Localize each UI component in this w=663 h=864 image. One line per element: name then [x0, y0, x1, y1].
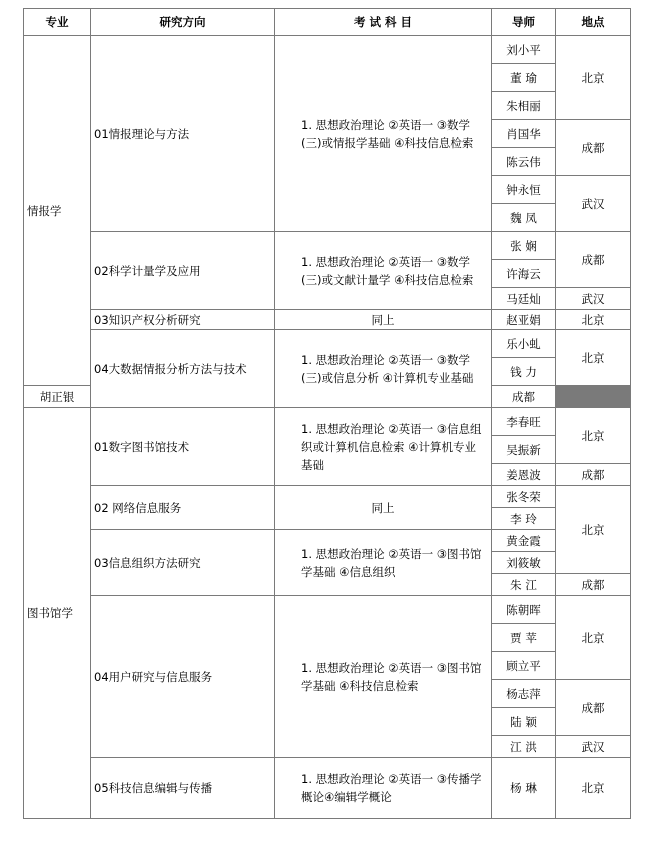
direction-cell: 03信息组织方法研究 [91, 530, 274, 595]
header-direction: 研究方向 [91, 9, 274, 35]
advisor-cell: 乐小虬 [492, 330, 555, 357]
advisor-cell: 董 瑜 [492, 64, 555, 91]
advisor-cell: 张 娴 [492, 232, 555, 259]
advisor-cell: 李春旺 [492, 408, 555, 435]
advisor-cell: 顾立平 [492, 652, 555, 679]
advisor-cell: 赵亚娟 [492, 310, 555, 329]
advisor-cell: 杨 琳 [492, 758, 555, 818]
direction-cell: 03知识产权分析研究 [91, 310, 274, 329]
location-cell: 北京 [556, 596, 630, 679]
advisor-cell: 许海云 [492, 260, 555, 287]
exam-cell: 1. 思想政治理论 ②英语一 ③数学(三)或信息分析 ④计算机专业基础 [275, 330, 491, 407]
advisor-cell: 肖国华 [492, 120, 555, 147]
advisor-cell: 吴振新 [492, 436, 555, 463]
advisor-cell: 刘筱敏 [492, 552, 555, 573]
direction-cell: 04用户研究与信息服务 [91, 596, 274, 757]
advisor-cell: 陈云伟 [492, 148, 555, 175]
advisor-cell: 钟永恒 [492, 176, 555, 203]
header-row [24, 9, 630, 35]
major-cell: 图书馆学 [24, 408, 90, 818]
advisor-cell: 胡正银 [24, 386, 90, 407]
header-exam: 考 试 科 目 [275, 9, 491, 35]
location-cell: 成都 [556, 680, 630, 735]
advisor-cell: 江 洪 [492, 736, 555, 757]
location-cell: 武汉 [556, 288, 630, 309]
advisor-cell: 陈朝晖 [492, 596, 555, 623]
advisor-cell: 马廷灿 [492, 288, 555, 309]
advisor-cell: 姜恩波 [492, 464, 555, 485]
location-cell: 北京 [556, 758, 630, 818]
advisor-cell: 刘小平 [492, 36, 555, 63]
location-cell: 武汉 [556, 176, 630, 231]
exam-cell: 1. 思想政治理论 ②英语一 ③传播学概论④编辑学概论 [275, 758, 491, 818]
advisor-cell: 贾 苹 [492, 624, 555, 651]
advisor-cell: 杨志萍 [492, 680, 555, 707]
location-cell: 成都 [556, 574, 630, 595]
table-row [24, 36, 630, 63]
location-cell: 成都 [556, 232, 630, 287]
advisor-cell: 张冬荣 [492, 486, 555, 507]
location-cell: 成都 [492, 386, 555, 407]
exam-cell: 同上 [275, 310, 491, 329]
exam-cell: 1. 思想政治理论 ②英语一 ③数学(三)或情报学基础 ④科技信息检索 [275, 36, 491, 231]
exam-cell: 同上 [275, 486, 491, 529]
direction-cell: 02科学计量学及应用 [91, 232, 274, 309]
location-cell: 北京 [556, 330, 630, 385]
advisor-cell: 魏 凤 [492, 204, 555, 231]
advisor-cell: 朱相丽 [492, 92, 555, 119]
admissions-table [23, 8, 631, 819]
advisor-cell: 陆 颖 [492, 708, 555, 735]
direction-cell: 01情报理论与方法 [91, 36, 274, 231]
direction-cell: 05科技信息编辑与传播 [91, 758, 274, 818]
direction-cell: 02 网络信息服务 [91, 486, 274, 529]
major-cell: 情报学 [24, 36, 90, 385]
header-advisor: 导师 [492, 9, 555, 35]
advisor-cell: 朱 江 [492, 574, 555, 595]
header-major: 专业 [24, 9, 90, 35]
direction-cell: 01数字图书馆技术 [91, 408, 274, 485]
location-cell: 北京 [556, 408, 630, 463]
location-cell: 北京 [556, 486, 630, 573]
advisor-cell: 钱 力 [492, 358, 555, 385]
direction-cell: 04大数据情报分析方法与技术 [91, 330, 274, 407]
location-cell: 武汉 [556, 736, 630, 757]
location-cell: 成都 [556, 464, 630, 485]
location-cell: 北京 [556, 310, 630, 329]
location-cell: 成都 [556, 120, 630, 175]
exam-cell: 1. 思想政治理论 ②英语一 ③信息组织或计算机信息检索 ④计算机专业基础 [275, 408, 491, 485]
exam-cell: 1. 思想政治理论 ②英语一 ③数学(三)或文献计量学 ④科技信息检索 [275, 232, 491, 309]
advisor-cell: 李 玲 [492, 508, 555, 529]
header-location: 地点 [556, 9, 630, 35]
advisor-cell: 黄金霞 [492, 530, 555, 551]
exam-cell: 1. 思想政治理论 ②英语一 ③图书馆学基础 ④科技信息检索 [275, 596, 491, 757]
exam-cell: 1. 思想政治理论 ②英语一 ③图书馆学基础 ④信息组织 [275, 530, 491, 595]
location-cell: 北京 [556, 36, 630, 119]
